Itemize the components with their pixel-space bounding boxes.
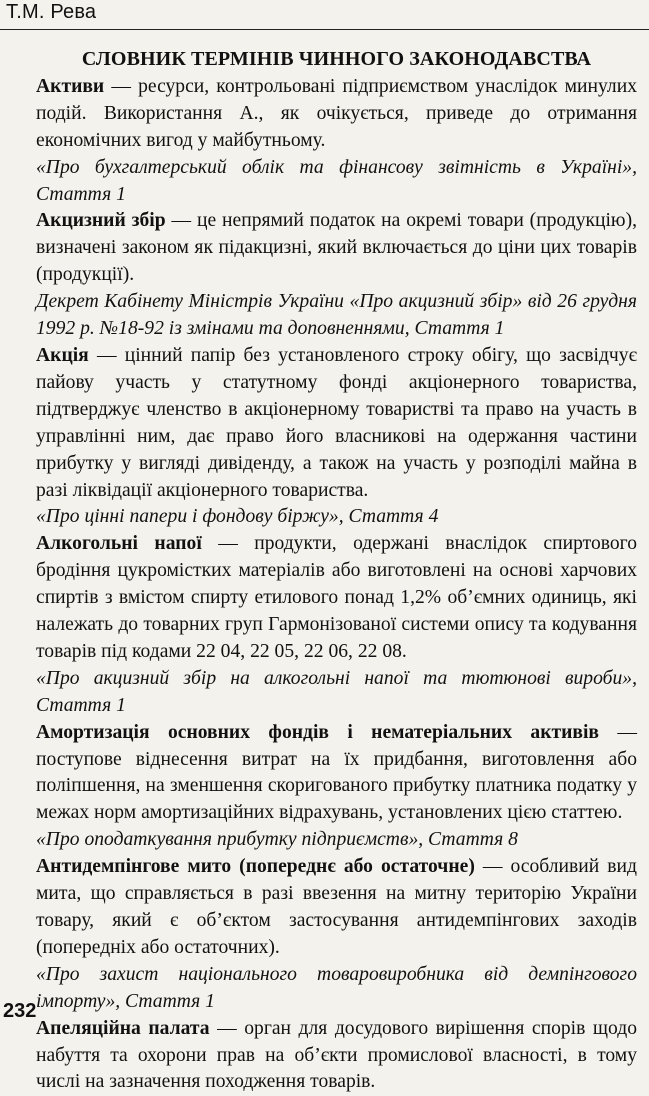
entry-text: — поступове віднесення витрат на їх придбання, виготовлення або поліпшення, на зменшення скоригованого прибутку платника податку у межах норм амортизаційних відрахувань, установлених цією статтею. <box>36 721 637 824</box>
entry-definition <box>36 208 637 289</box>
entry-source: Декрет Кабінету Міністрів України «Про акцизний збір» від 26 грудня 1992 р. №18-92 із змінами та доповненнями, Стаття 1 <box>36 291 637 340</box>
entry-text: — продукти, одержані внаслідок спиртового бродіння цукромістких матеріалів або виготовлені на основі харчових спиртів з вмістом спирту етилового понад 1,2% об’ємних одиниць, які належать до товарних груп Гармонізованої системи опису та кодування товарів під кодами 22 04, 22 05, 22 06, 22 08. <box>36 533 637 662</box>
header-rule <box>0 29 649 30</box>
entry-aktsyznyi-zbir <box>36 208 637 343</box>
entry-source: «Про захист національного товаровиробника від демпінгового імпорту», Стаття 1 <box>36 963 637 1012</box>
entry-amortyzatsiia <box>36 720 637 855</box>
glossary-heading: СЛОВНИК ТЕРМІНІВ ЧИННОГО ЗАКОНОДАВСТВА <box>81 48 592 70</box>
entry-source: «Про бухгалтерський облік та фінансову звітність в Україні», Стаття 1 <box>36 156 637 205</box>
page-number: 232 <box>3 1000 37 1022</box>
entry-antydempinhove-myto <box>36 854 637 1015</box>
entry-definition <box>36 854 637 962</box>
entry-source: «Про акцизний збір на алкогольні напої та тютюнові вироби», Стаття 1 <box>36 667 637 716</box>
entry-text: — орган для досудового вирішення спорів щодо набуття та охорони прав на об’єкти промислової власності, в тому числі на зазначення походження товарів. <box>36 1017 637 1093</box>
entry-definition <box>36 74 637 155</box>
entry-term: Амортизація основних фондів і нематеріальних активів <box>36 721 600 743</box>
entry-text: — ресурси, контрольовані підприємством унаслідок минулих подій. Використання А., як очікується, приведе до отримання економічних вигод у майбутньому. <box>36 75 637 151</box>
entry-apeliatsiina-palata <box>36 1016 637 1096</box>
entry-term: Активи <box>36 75 105 97</box>
entry-definition <box>36 343 637 504</box>
entry-term: Акція <box>36 344 89 366</box>
entry-definition <box>36 531 637 666</box>
entry-text: — це непрямий податок на окремі товари (продукцію), визначені законом як підакцизні, який включається до ціни цих товарів (продукції). <box>36 210 637 286</box>
entry-text: — особливий вид мита, що справляється в разі ввезення на митну територію України товару, який є об’єктом застосування антидемпінгових заходів (попередніх або остаточних). <box>36 856 637 958</box>
entry-definition <box>36 720 637 828</box>
entry-term: Алкогольні напої <box>36 533 202 555</box>
entry-alkoholni-napoi <box>36 531 637 719</box>
entry-aktsiia <box>36 343 637 531</box>
running-header-author: Т.М. Рева <box>6 1 97 23</box>
entry-definition <box>36 1016 637 1096</box>
entry-term: Антидемпінгове мито (попереднє або остаточне) <box>36 856 475 878</box>
entry-source: «Про цінні папери і фондову біржу», Стаття 4 <box>36 506 439 528</box>
entry-source: «Про оподаткування прибутку підприємств», Стаття 8 <box>36 829 518 851</box>
entry-term: Акцизний збір <box>36 210 166 232</box>
entry-term: Апеляційна палата <box>36 1017 210 1039</box>
entry-text: — цінний папір без установленого строку обігу, що засвідчує пайову участь у статутному фонді акціонерного товариства, підтверджує членство в акціонерному товаристві та право на участь в управлінні ним, дає право його власникові на одержання частини прибутку у вигляді дивіденду, а також на участь у розподілі майна в разі ліквідації акціонерного товариства. <box>36 344 637 501</box>
entry-aktyvy <box>36 74 637 209</box>
glossary-content <box>36 46 637 1096</box>
